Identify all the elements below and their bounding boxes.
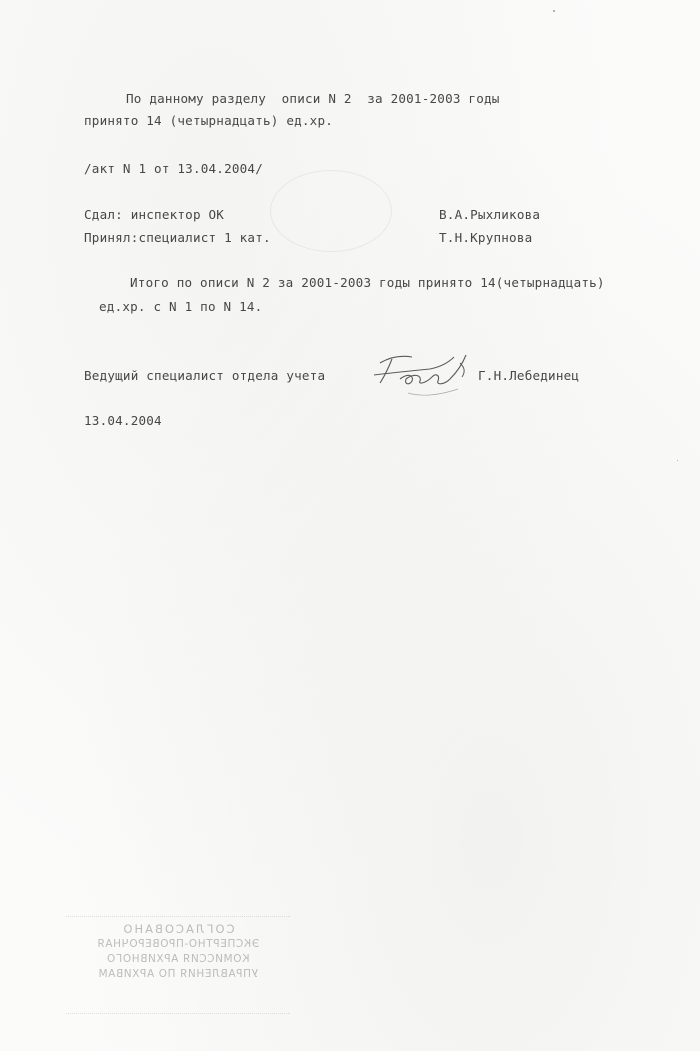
section-line-2: принято 14 (четырнадцать) ед.хр. <box>84 113 334 128</box>
stamp-line-3: КОМИССИЯ АРХИВНОГО <box>106 953 250 965</box>
handed-over-name: В.А.Рыхликова <box>439 207 541 222</box>
received-label: Принял:специалист 1 кат. <box>84 230 271 245</box>
handwritten-signature <box>370 345 480 405</box>
lead-specialist-name: Г.Н.Лебединец <box>478 368 580 383</box>
stamp-frame <box>66 916 290 1014</box>
stamp-line-4: УПРАВЛЕНИЯ ПО АРХИВАМ <box>97 968 259 980</box>
approval-stamp-mirrored <box>62 912 294 1030</box>
total-line-2: ед.хр. с N 1 по N 14. <box>99 299 263 314</box>
act-line: /акт N 1 от 13.04.2004/ <box>84 161 263 176</box>
total-line-1: Итого по описи N 2 за 2001-2003 годы принято 14(четырнадцать) <box>130 275 605 290</box>
handed-over-label: Сдал: инспектор ОК <box>84 207 225 222</box>
stamp-line-2: ЭКСПЕРТНО-ПРОВЕРОЧНАЯ <box>96 938 260 950</box>
received-name: Т.Н.Крупнова <box>439 230 533 245</box>
paper-speck <box>677 460 678 461</box>
lead-specialist-label: Ведущий специалист отдела учета <box>84 368 326 383</box>
paper-speck <box>553 10 555 12</box>
section-line-1: По данному разделу описи N 2 за 2001-2003 годы <box>126 91 500 106</box>
stamp-line-1: СОГЛАСОВАНО <box>121 922 235 936</box>
faint-stamp-shadow <box>270 170 392 252</box>
document-date: 13.04.2004 <box>84 413 162 428</box>
